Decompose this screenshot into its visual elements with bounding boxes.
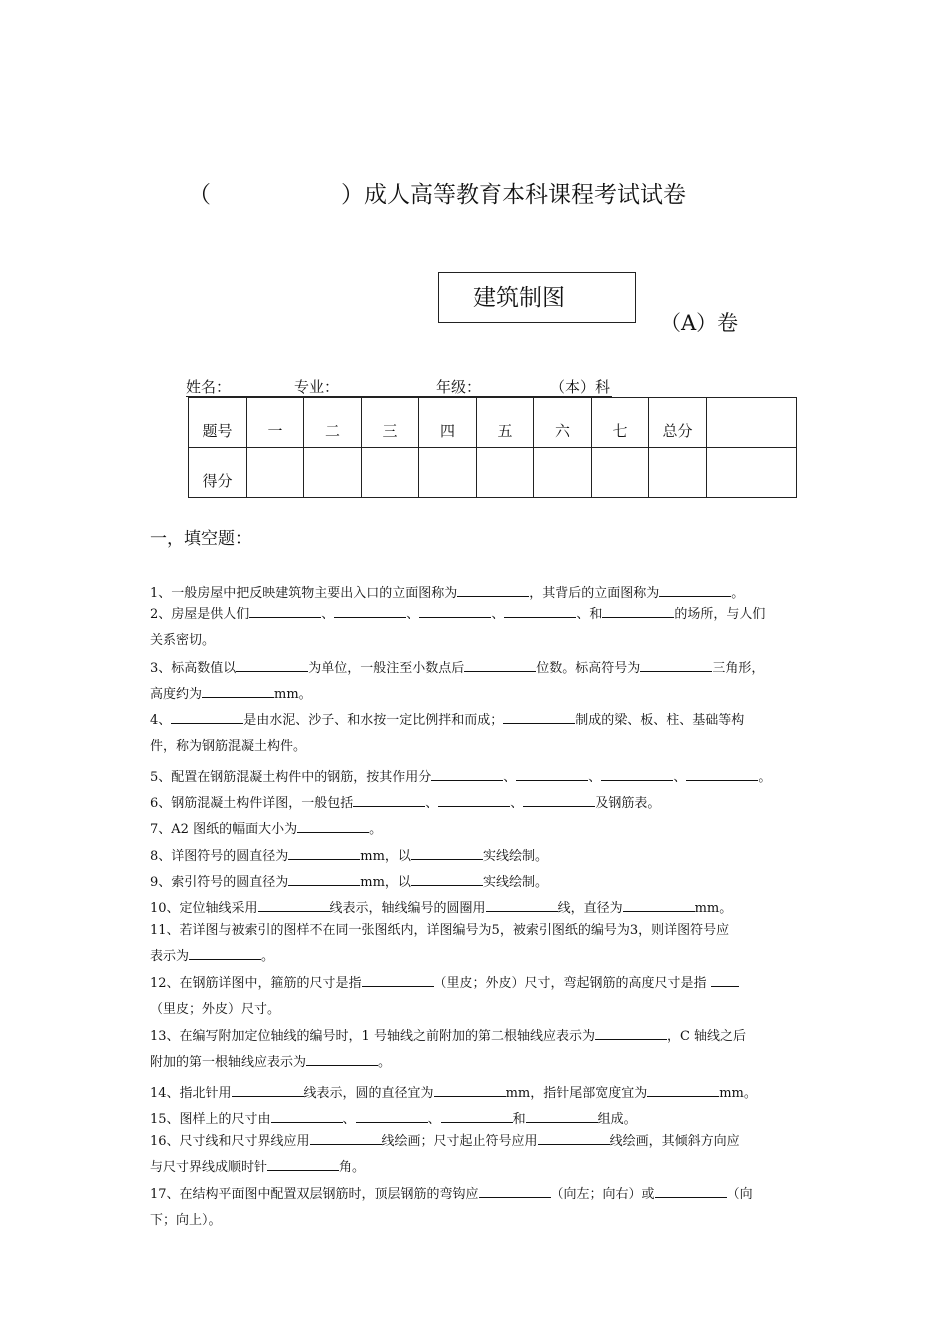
question-text: 件，称为钢筋混凝土构件。: [150, 739, 307, 754]
grade-label: 年级：: [436, 378, 482, 396]
major-label: 专业：: [294, 378, 340, 396]
score-cell: 总分: [649, 398, 707, 448]
exam-title: [188, 176, 686, 209]
score-table: [188, 397, 797, 498]
question-text: 6、钢筋混凝土构件详图，一般包括: [150, 796, 354, 811]
answer-blank[interactable]: [711, 974, 739, 987]
question-text: mm，以: [360, 849, 411, 864]
score-cell: [247, 448, 304, 498]
question-text: 8、详图符号的圆直径为: [150, 849, 289, 864]
answer-blank[interactable]: [171, 711, 243, 724]
question-text: （向: [726, 1187, 753, 1202]
question-1: [150, 582, 792, 601]
answer-blank[interactable]: [353, 794, 425, 807]
answer-blank[interactable]: [202, 685, 274, 698]
question-text: 4、: [150, 713, 172, 728]
question-13: [150, 1024, 792, 1076]
question-text: 下；向上）。: [150, 1213, 222, 1228]
question-5: [150, 766, 792, 785]
question-text: （向左；向右）或: [550, 1187, 655, 1202]
answer-blank[interactable]: [356, 1110, 428, 1123]
question-text: 、: [406, 607, 420, 622]
question-text: 是由水泥、沙子、和水按一定比例拌和而成；: [243, 713, 504, 728]
question-text: 、: [503, 770, 517, 785]
question-text: 、和: [576, 607, 603, 622]
question-12: [150, 971, 792, 1023]
score-cell: [362, 448, 419, 498]
question-text: 7、A2 图纸的幅面大小为: [150, 822, 298, 837]
score-cell: 一: [247, 398, 304, 448]
question-text: 实线绘制。: [482, 875, 548, 890]
question-text: 表示为: [150, 949, 190, 964]
score-table-header-row: [189, 398, 797, 448]
question-text: 15、图样上的尺寸由: [150, 1112, 271, 1127]
course-name-box: [438, 272, 636, 323]
score-cell: 二: [304, 398, 362, 448]
question-7: [150, 818, 792, 837]
answer-blank[interactable]: [457, 584, 529, 597]
answer-blank[interactable]: [411, 847, 483, 860]
answer-blank[interactable]: [623, 899, 695, 912]
score-cell: 六: [534, 398, 592, 448]
section-title: 一，填空题：: [150, 529, 252, 549]
question-text: ，C 轴线之后: [666, 1029, 747, 1044]
student-info-line: [186, 376, 612, 397]
question-text: 的场所，与人们: [674, 607, 766, 622]
question-8: [150, 845, 792, 864]
score-cell: [592, 448, 649, 498]
question-text: mm。: [694, 901, 733, 916]
question-text: ，其背后的立面图称为: [529, 586, 660, 601]
answer-blank[interactable]: [434, 1084, 506, 1097]
question-text: mm，指针尾部宽度宜为: [505, 1086, 648, 1101]
question-text: 11、若详图与被索引的图样不在同一张图纸内，详图编号为5，被索引图纸的编号为3，则详图符号应: [150, 923, 730, 938]
score-cell: [707, 448, 797, 498]
question-text: 与尺寸界线成顺时针: [150, 1160, 268, 1175]
answer-blank[interactable]: [647, 1084, 719, 1097]
score-cell: 三: [362, 398, 419, 448]
question-text: 10、定位轴线采用: [150, 901, 258, 916]
question-10: [150, 897, 792, 916]
question-9: [150, 871, 792, 890]
title-text: ）成人高等教育本科课程考试试卷: [341, 182, 686, 208]
answer-blank[interactable]: [601, 768, 673, 781]
question-2: [150, 602, 792, 654]
answer-blank[interactable]: [686, 768, 758, 781]
answer-blank[interactable]: [441, 1110, 513, 1123]
question-text: 制成的梁、板、柱、基础等构: [575, 713, 745, 728]
title-open-paren: （: [188, 182, 211, 208]
question-text: 组成。: [597, 1112, 637, 1127]
answer-blank[interactable]: [640, 659, 712, 672]
question-text: （里皮；外皮）尺寸。: [150, 1002, 281, 1017]
answer-blank[interactable]: [419, 605, 491, 618]
question-text: 、: [425, 796, 439, 811]
score-cell: [649, 448, 707, 498]
question-text: 位数。标高符号为: [536, 661, 641, 676]
question-text: 为单位，一般注至小数点后: [308, 661, 465, 676]
answer-blank[interactable]: [538, 1132, 610, 1145]
score-cell: 得分: [189, 448, 247, 498]
question-4: [150, 708, 792, 760]
answer-blank[interactable]: [297, 820, 369, 833]
answer-blank[interactable]: [236, 659, 308, 672]
question-15: [150, 1108, 792, 1127]
score-cell: [304, 448, 362, 498]
question-text: 角。: [339, 1160, 366, 1175]
question-6: [150, 792, 792, 811]
question-text: 1、一般房屋中把反映建筑物主要出入口的立面图称为: [150, 586, 458, 601]
answer-blank[interactable]: [334, 605, 406, 618]
question-text: 和: [512, 1112, 526, 1127]
question-text: 。: [369, 822, 383, 837]
question-text: 线，直径为: [557, 901, 623, 916]
score-cell: [477, 448, 534, 498]
score-cell: 七: [592, 398, 649, 448]
question-text: mm，以: [360, 875, 411, 890]
score-cell: 四: [419, 398, 477, 448]
paper-type: （A）卷: [660, 311, 739, 335]
answer-blank[interactable]: [288, 873, 360, 886]
question-text: 。: [758, 770, 772, 785]
question-text: 3、标高数值以: [150, 661, 237, 676]
answer-blank[interactable]: [486, 899, 558, 912]
answer-blank[interactable]: [655, 1185, 727, 1198]
question-text: 13、在编写附加定位轴线的编号时，1 号轴线之前附加的第二根轴线应表示为: [150, 1029, 595, 1044]
question-text: 、: [491, 607, 505, 622]
answer-blank[interactable]: [516, 768, 588, 781]
question-text: 关系密切。: [150, 633, 216, 648]
question-text: 线表示，轴线编号的圆圈用: [329, 901, 486, 916]
answer-blank[interactable]: [310, 1132, 382, 1145]
answer-blank[interactable]: [503, 711, 575, 724]
answer-blank[interactable]: [189, 947, 261, 960]
answer-blank[interactable]: [232, 1084, 304, 1097]
answer-blank[interactable]: [271, 1110, 343, 1123]
answer-blank[interactable]: [602, 605, 674, 618]
score-cell: [534, 448, 592, 498]
question-text: 、: [342, 1112, 356, 1127]
answer-blank[interactable]: [523, 794, 595, 807]
name-label: 姓名：: [186, 378, 232, 396]
answer-blank[interactable]: [249, 605, 321, 618]
question-text: 、: [673, 770, 687, 785]
question-text: 、: [588, 770, 602, 785]
score-cell: [419, 448, 477, 498]
answer-blank[interactable]: [595, 1027, 667, 1040]
answer-blank[interactable]: [479, 1185, 551, 1198]
question-text: 、: [321, 607, 335, 622]
question-text: 线绘画，其倾斜方向应: [609, 1134, 740, 1149]
answer-blank[interactable]: [306, 1053, 378, 1066]
question-text: 、: [427, 1112, 441, 1127]
question-text: 。: [261, 949, 275, 964]
question-text: 。: [378, 1055, 392, 1070]
question-text: 、: [510, 796, 524, 811]
question-text: 2、房屋是供人们: [150, 607, 250, 622]
answer-blank[interactable]: [288, 847, 360, 860]
question-text: 9、索引符号的圆直径为: [150, 875, 289, 890]
answer-blank[interactable]: [504, 605, 576, 618]
question-text: 线绘画；尺寸起止符号应用: [381, 1134, 538, 1149]
answer-blank[interactable]: [438, 794, 510, 807]
question-text: 及钢筋表。: [595, 796, 661, 811]
answer-blank[interactable]: [526, 1110, 598, 1123]
score-cell: 五: [477, 398, 534, 448]
question-text: 16、尺寸线和尺寸界线应用: [150, 1134, 310, 1149]
question-text: mm。: [274, 687, 312, 702]
question-text: 17、在结构平面图中配置双层钢筋时，顶层钢筋的弯钩应: [150, 1187, 479, 1202]
question-11: [150, 918, 792, 970]
question-3: [150, 656, 792, 708]
question-17: [150, 1182, 792, 1234]
question-text: 线表示，圆的直径宜为: [303, 1086, 434, 1101]
question-text: 附加的第一根轴线应表示为: [150, 1055, 307, 1070]
answer-blank[interactable]: [464, 659, 536, 672]
question-text: mm。: [719, 1086, 757, 1101]
score-table-score-row: [189, 448, 797, 498]
question-16: [150, 1129, 792, 1181]
question-text: 实线绘制。: [482, 849, 548, 864]
question-text: 三角形，: [712, 661, 765, 676]
answer-blank[interactable]: [411, 873, 483, 886]
score-cell: 题号: [189, 398, 247, 448]
question-text: 12、在钢筋详图中，箍筋的尺寸是指: [150, 976, 362, 991]
course-name: 建筑制图: [473, 285, 565, 311]
question-text: 高度约为: [150, 687, 203, 702]
question-text: 14、指北针用: [150, 1086, 232, 1101]
level-label: （本）科: [550, 378, 611, 396]
answer-blank[interactable]: [258, 899, 330, 912]
answer-blank[interactable]: [659, 584, 731, 597]
question-text: 5、配置在钢筋混凝土构件中的钢筋，按其作用分: [150, 770, 432, 785]
score-cell: [707, 398, 797, 448]
question-text: 。: [731, 586, 745, 601]
answer-blank[interactable]: [362, 974, 434, 987]
answer-blank[interactable]: [267, 1158, 339, 1171]
question-14: [150, 1082, 792, 1101]
question-text: （里皮；外皮）尺寸，弯起钢筋的高度尺寸是指: [433, 976, 707, 991]
answer-blank[interactable]: [431, 768, 503, 781]
